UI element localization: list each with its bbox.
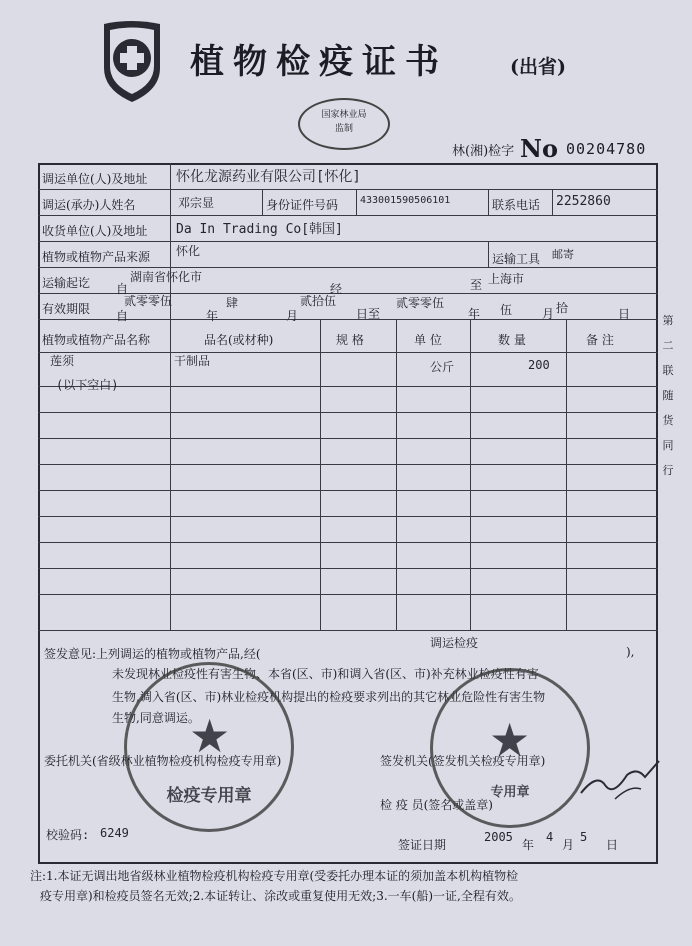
blank-note: (以下空白) bbox=[56, 378, 119, 392]
cell-divider bbox=[262, 189, 263, 215]
date-day-word: 日 bbox=[606, 838, 619, 852]
validity-start-day: 贰拾伍 bbox=[300, 294, 337, 308]
route-to-word: 至 bbox=[470, 278, 483, 292]
opinion-suffix: ), bbox=[626, 645, 635, 659]
validity-end-day: 拾 bbox=[556, 301, 569, 315]
carrier-name: 邓宗显 bbox=[178, 196, 215, 210]
cell-divider bbox=[488, 241, 489, 267]
copy-side-note: 第 二 联 随 货 同 行 bbox=[662, 314, 674, 477]
seal-star-icon: ★ bbox=[489, 713, 531, 767]
validity-month-word: 月 bbox=[286, 309, 299, 323]
table-column-divider bbox=[170, 319, 171, 630]
phone-label: 联系电话 bbox=[492, 198, 541, 212]
validity-year-word-2: 年 bbox=[468, 307, 481, 321]
check-code: 6249 bbox=[100, 826, 129, 840]
route-label: 运输起讫 bbox=[42, 276, 91, 290]
issuer-label: 签发机关(签发机关检疫专用章) bbox=[380, 754, 546, 768]
footer-notes bbox=[30, 866, 670, 906]
row-divider bbox=[38, 490, 658, 491]
inspector-label: 检 疫 员(签名或盖章) bbox=[380, 798, 493, 812]
col-header-note: 备 注 bbox=[586, 333, 614, 347]
forestry-shield-icon bbox=[100, 18, 164, 104]
date-month: 4 bbox=[546, 830, 554, 844]
row-divider bbox=[38, 189, 658, 190]
row-divider bbox=[38, 542, 658, 543]
route-from: 湖南省怀化市 bbox=[130, 270, 203, 284]
date-year-word: 年 bbox=[522, 838, 535, 852]
opinion-body-3: 生物,同意调运。 bbox=[112, 711, 200, 725]
item-qty: 200 bbox=[528, 358, 550, 372]
transport-label: 运输工具 bbox=[492, 252, 541, 266]
date-day: 5 bbox=[580, 830, 588, 844]
row-divider bbox=[38, 386, 658, 387]
cert-number: 00204780 bbox=[566, 140, 647, 158]
opinion-body-1: 未发现林业检疫性有害生物、本省(区、市)和调入省(区、市)补充林业检疫性有害 bbox=[112, 667, 539, 681]
validity-month-word-2: 月 bbox=[542, 307, 555, 321]
id-number: 433001590506101 bbox=[360, 195, 451, 206]
row-divider bbox=[38, 594, 658, 595]
table-column-divider bbox=[320, 319, 321, 630]
date-year: 2005 bbox=[484, 830, 513, 844]
certificate-title: 植物检疫证书 bbox=[190, 42, 448, 82]
item-name: 莲须 bbox=[50, 354, 75, 368]
cell-divider bbox=[552, 189, 553, 215]
carrier-label: 调运(承办)人姓名 bbox=[42, 198, 136, 212]
cert-number-symbol: No bbox=[520, 134, 558, 163]
date-month-word: 月 bbox=[562, 838, 575, 852]
col-header-type: 品名(或材种) bbox=[204, 333, 274, 347]
cert-number-label: 林(湘)检字 bbox=[452, 144, 515, 159]
supervision-seal: 国家林业局 监制 bbox=[298, 98, 390, 150]
row-divider bbox=[38, 630, 658, 631]
row-divider bbox=[38, 438, 658, 439]
footer-line-2: 疫专用章)和检疫员签名无效;2.本证转让、涂改或重复使用无效;3.一车(船)一证,全程有效。 bbox=[40, 889, 521, 903]
entrust-label: 委托机关(省级林业植物检疫机构检疫专用章) bbox=[44, 754, 282, 768]
footer-line-1: 注:1.本证无调出地省级林业植物检疫机构检疫专用章(受委托办理本证的须加盖本机构植物检 bbox=[30, 869, 519, 883]
validity-start-month: 肆 bbox=[226, 296, 239, 310]
route-to: 上海市 bbox=[488, 272, 525, 286]
validity-day-to: 日至 bbox=[356, 307, 381, 321]
row-divider bbox=[38, 319, 658, 320]
col-header-product: 植物或植物产品名称 bbox=[42, 333, 151, 347]
validity-end-month: 伍 bbox=[500, 303, 513, 317]
transport-value: 邮寄 bbox=[552, 248, 574, 261]
row-divider bbox=[38, 352, 658, 353]
row-divider bbox=[38, 464, 658, 465]
check-code-label: 校验码: bbox=[46, 828, 90, 842]
item-unit: 公斤 bbox=[430, 360, 455, 374]
entrust-seal: ★ 检疫专用章 bbox=[124, 662, 294, 832]
table-column-divider bbox=[566, 319, 567, 630]
shipper-label: 调运单位(人)及地址 bbox=[42, 172, 148, 186]
inspector-signature bbox=[575, 755, 665, 805]
validity-year-word: 年 bbox=[206, 309, 219, 323]
validity-start-year: 贰零零伍 bbox=[124, 294, 173, 308]
route-via-word: 经 bbox=[330, 282, 343, 296]
row-divider bbox=[38, 215, 658, 216]
route-from-word: 自 bbox=[116, 282, 129, 296]
row-divider bbox=[38, 412, 658, 413]
row-divider bbox=[38, 516, 658, 517]
id-label: 身份证件号码 bbox=[266, 198, 339, 212]
consignee-value: Da In Trading Co[韩国] bbox=[176, 222, 343, 237]
phone-number: 2252860 bbox=[556, 194, 611, 209]
seal-star-icon: ★ bbox=[189, 709, 231, 763]
row-divider bbox=[38, 241, 658, 242]
validity-day-word: 日 bbox=[618, 307, 631, 321]
certificate-subtitle: (出省) bbox=[510, 56, 566, 78]
validity-from-word: 自 bbox=[116, 309, 129, 323]
opinion-prefix: 签发意见:上列调运的植物或植物产品,经( bbox=[44, 647, 261, 661]
opinion-body-2: 生物,调入省(区、市)林业检疫机构提出的检疫要求列出的其它林业危险性有害生物 bbox=[112, 690, 546, 704]
origin-value: 怀化 bbox=[176, 244, 201, 258]
table-column-divider bbox=[470, 319, 471, 630]
validity-end-year: 贰零零伍 bbox=[396, 296, 445, 310]
validity-label: 有效期限 bbox=[42, 302, 91, 316]
opinion-method: 调运检疫 bbox=[430, 636, 479, 650]
consignee-label: 收货单位(人)及地址 bbox=[42, 224, 148, 238]
issuer-seal: ★ 专用章 bbox=[430, 668, 590, 828]
item-type: 干制品 bbox=[174, 354, 211, 368]
shipper-value: 怀化龙源药业有限公司[怀化] bbox=[176, 169, 361, 185]
date-label: 签证日期 bbox=[398, 838, 447, 852]
cell-divider bbox=[356, 189, 357, 215]
table-column-divider bbox=[396, 319, 397, 630]
col-header-qty: 数 量 bbox=[498, 333, 526, 347]
col-header-unit: 单 位 bbox=[414, 333, 442, 347]
cell-divider bbox=[488, 189, 489, 215]
col-header-spec: 规 格 bbox=[336, 333, 364, 347]
origin-label: 植物或植物产品来源 bbox=[42, 250, 151, 264]
row-divider bbox=[38, 568, 658, 569]
